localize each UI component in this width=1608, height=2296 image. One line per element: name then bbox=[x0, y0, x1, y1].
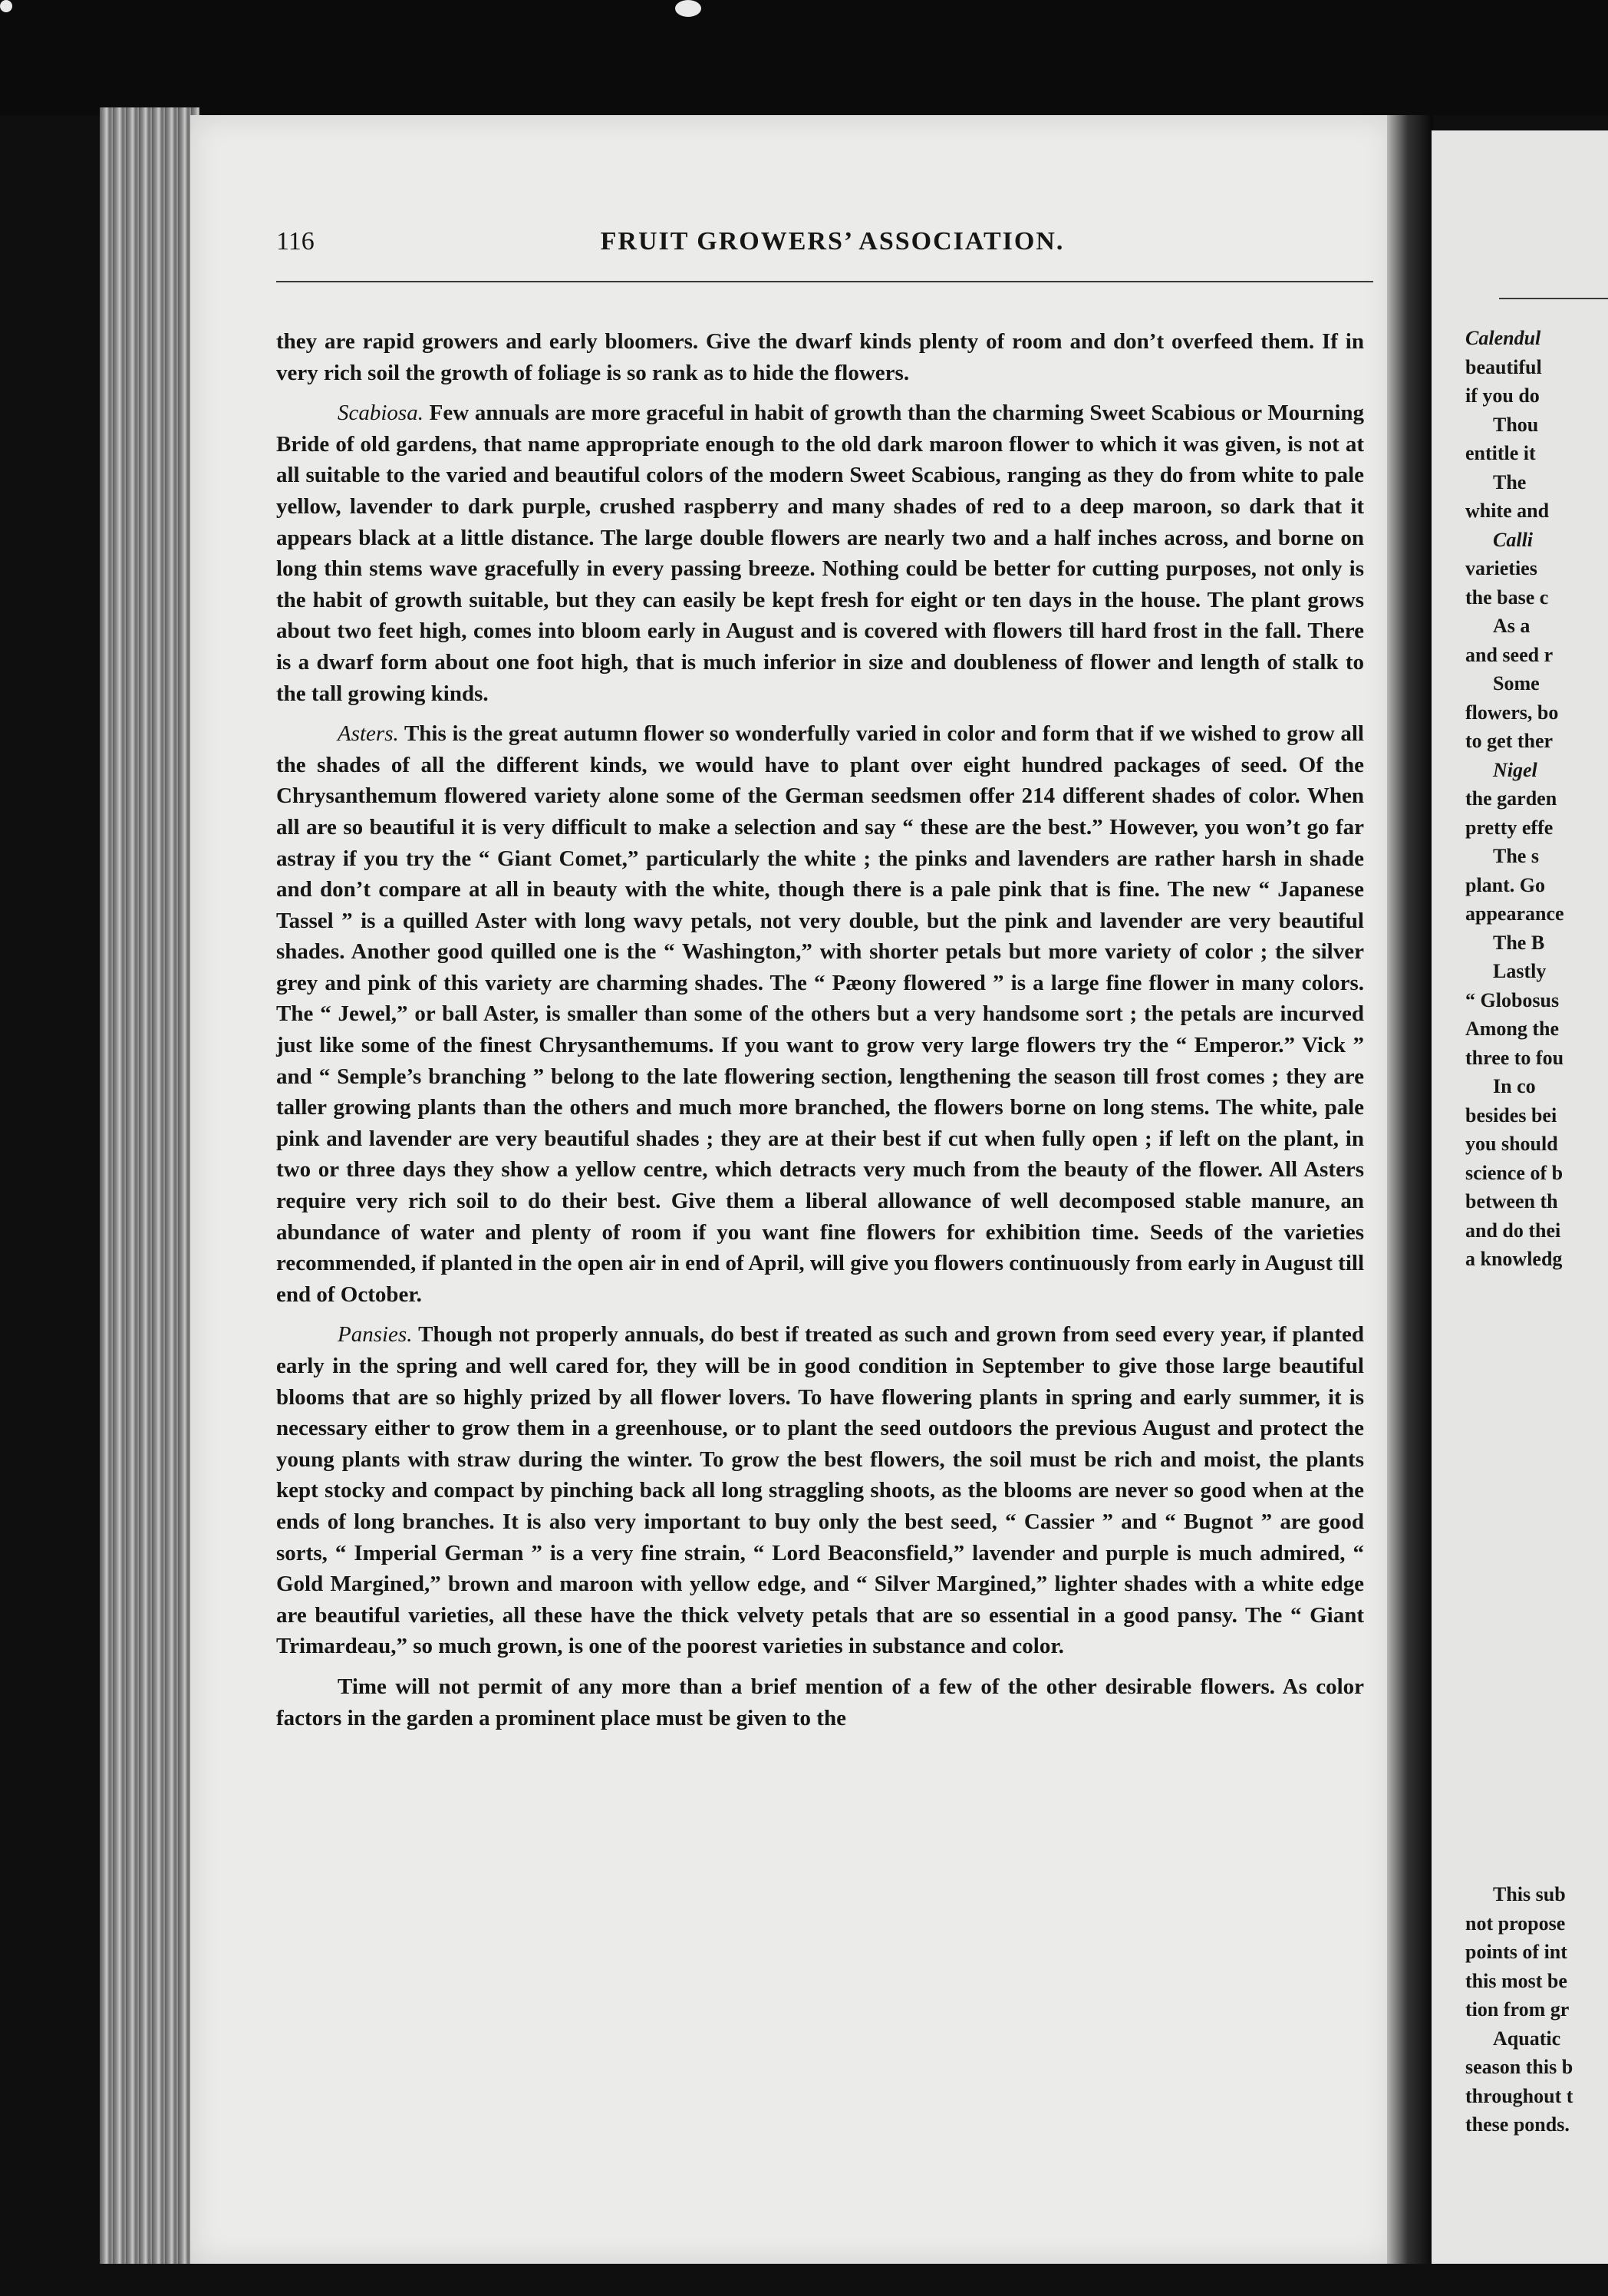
right-page-upper-text bbox=[1465, 324, 1608, 1274]
paragraph-text: Though not properly annuals, do best if treated as such and grown from seed every year, if planted early in the spring and well cared for, they will be in good condition in September to give those large beautiful blooms that are so highly prized by all flower lovers. To have flowering plants in spring and early summer, it is necessary either to grow them in a greenhouse, or to plant the seed outdoors the previous August and protect the young plants with straw during the winter. To grow the best flowers, the soil must be rich and moist, the plants kept stocky and compact by pinching back all long straggling shoots, as the blooms are never so good when at the ends of long branches. It is also very important to buy only the best seed, “ Cassier ” and “ Bugnot ” are good sorts, “ Imperial German ” is a very fine strain, “ Lord Beaconsfield,” lavender and purple is much admired, “ Gold Margined,” brown and maroon with yellow edge, and “ Silver Margined,” lighter shades with a white edge are beautiful varieties, all these have the thick velvety petals that are so essential in a good pansy. The “ Giant Trimardeau,” so much grown, is one of the poorest varieties in substance and color. bbox=[276, 1322, 1365, 1659]
paragraph-asters bbox=[276, 718, 1364, 1310]
text-line: the garden bbox=[1465, 787, 1557, 810]
text-line: Among the bbox=[1465, 1018, 1560, 1040]
text-line: the base c bbox=[1465, 586, 1549, 609]
paragraph-text: Time will not permit of any more than a brief mention of a few of the other desirable flowers. As color factors in the garden a prominent place must be given to the bbox=[276, 1674, 1364, 1730]
text-line: science of b bbox=[1465, 1161, 1564, 1184]
paragraph-text: This is the great autumn flower so wonderfully varied in color and form that if we wished to grow all the shades of all the different kinds, we would have to plant over eight hundred packages of seed. Of the Chrysanthemum flowered variety alone some of the German seedsmen offer 214 different shades of color. When all are so beautiful it is very difficult to make a selection and say “ these are the best.” However, you won’t go far astray if you try the “ Giant Comet,” particularly the white ; the pinks and lavenders are rather harsh in shade and don’t compare at all in beauty with the white, though there is a pale pink that is fine. The new “ Japanese Tassel ” is a quilled Aster with long wavy petals, not very double, but the pink and lavender are very beautiful shades. Another good quilled one is the “ Washington,” with shorter petals but more variety of color ; the silver grey and pink of this variety are charming shades. The “ Pæony flowered ” is a large fine flower in many colors. The “ Jewel,” or ball Aster, is smaller than some of the others but a very handsome sort ; the petals are incurved just like some of the finest Chrysanthemums. If you want to grow very large flowers try the “ Emperor.” Vick ” and “ Semple’s branching ” belong to the late flowering section, lengthening the season till frost comes ; they are taller growing plants than the others and much more branched, the flowers borne on long stems. The white, pale pink and lavender are very beautiful shades ; they are at their best if cut when fully open ; if left on the plant, in two or three days they show a yellow centre, which detracts very much from the beauty of the flower. All Asters require very rich soil to do their best. Give them a liberal allowance of well decomposed stable manure, an abundance of water and plenty of room if you want fine flowers for exhibition time. Seeds of the varieties recommended, if planted in the open air in end of April, will give you flowers continuously from early in August till end of October. bbox=[276, 721, 1364, 1307]
text-line: Nigel bbox=[1493, 758, 1537, 781]
page-number: 116 bbox=[276, 227, 315, 256]
text-line: The bbox=[1493, 470, 1527, 493]
text-line: Calli bbox=[1493, 528, 1534, 551]
right-page-rule bbox=[1499, 298, 1608, 299]
paragraph-scabiosa bbox=[276, 398, 1364, 709]
text-line: not propose bbox=[1465, 1912, 1566, 1935]
paragraph-text: they are rapid growers and early bloomers. Give the dwarf kinds plenty of room and don’t overfeed them. If in very rich soil the growth of foliage is so rank as to hide the flowers. bbox=[276, 329, 1364, 385]
scan-speck bbox=[675, 0, 701, 17]
text-line: beautiful bbox=[1465, 355, 1542, 378]
text-line: and seed r bbox=[1465, 643, 1554, 666]
left-page bbox=[190, 115, 1393, 2264]
text-line: appearance bbox=[1465, 902, 1564, 925]
scan-speck bbox=[0, 0, 12, 12]
text-line: Lastly bbox=[1493, 960, 1547, 982]
text-line: This sub bbox=[1493, 1883, 1566, 1905]
text-line: Aquatic bbox=[1493, 2027, 1561, 2050]
body-text bbox=[276, 326, 1364, 1743]
text-line: besides bei bbox=[1465, 1103, 1557, 1127]
text-line: these ponds. bbox=[1465, 2113, 1570, 2136]
text-line: pretty effe bbox=[1465, 816, 1554, 839]
paragraph-closing bbox=[276, 1671, 1364, 1734]
text-line: a knowledg bbox=[1465, 1248, 1563, 1270]
text-line: Thou bbox=[1493, 413, 1539, 436]
text-line: throughout t bbox=[1465, 2084, 1573, 2107]
text-line: points of int bbox=[1465, 1941, 1567, 1963]
text-line: white and bbox=[1465, 500, 1550, 522]
text-line: “ Globosus bbox=[1465, 988, 1560, 1011]
text-line: you should bbox=[1465, 1133, 1558, 1155]
text-line: In co bbox=[1493, 1075, 1536, 1097]
book-page-edges bbox=[100, 107, 199, 2264]
text-line: to get ther bbox=[1465, 730, 1554, 752]
text-line: three to fou bbox=[1465, 1046, 1564, 1069]
text-line: between th bbox=[1465, 1190, 1558, 1212]
paragraph-continued bbox=[276, 326, 1364, 388]
text-line: season this b bbox=[1465, 2056, 1573, 2078]
text-line: flowers, bo bbox=[1465, 701, 1559, 724]
paragraph-term: Scabiosa. bbox=[338, 401, 423, 426]
paragraph-text: Few annuals are more graceful in habit of growth than the charming Sweet Scabious or Mourning Bride of old gardens, that name appropriate enough to the old dark maroon flower to which it was given, is not at all suitable to the varied and beautiful colors of the modern Sweet Scabious, ranging as they do from white to pale yellow, lavender to dark purple, crushed raspberry and many shades of red to a deep maroon, so dark that it appears black at a little distance. The large double flowers are nearly two and a half inches across, and borne on long thin stems wave gracefully in every passing breeze. Nothing could be better for cutting purposes, not only is the habit of growth suitable, but they can easily be kept fresh for eight or ten days in the house. The plant grows about two feet high, comes into bloom early in August and is covered with flowers till hard frost in the fall. There is a dwarf form about one foot high, that is much inferior in size and doubleness of flower and length of stalk to the tall growing kinds. bbox=[276, 401, 1365, 706]
text-line: tion from gr bbox=[1465, 1998, 1570, 2021]
right-page-lower-text bbox=[1465, 1880, 1608, 2139]
paragraph-pansies bbox=[276, 1319, 1364, 1662]
text-line: and do thei bbox=[1465, 1219, 1561, 1242]
book-gutter bbox=[1387, 115, 1433, 2264]
text-line: varieties bbox=[1465, 557, 1537, 579]
paragraph-term: Pansies. bbox=[338, 1322, 413, 1348]
text-line: The B bbox=[1493, 931, 1545, 954]
text-line: The s bbox=[1493, 845, 1539, 867]
header-rule bbox=[276, 281, 1373, 282]
right-page-partial bbox=[1432, 130, 1608, 2264]
text-line: this most be bbox=[1465, 1969, 1567, 1992]
paragraph-term: Asters. bbox=[338, 721, 399, 747]
text-line: plant. Go bbox=[1465, 873, 1546, 896]
text-line: As a bbox=[1493, 615, 1531, 637]
text-line: Some bbox=[1493, 672, 1540, 694]
running-head bbox=[276, 227, 1373, 267]
running-header-title: FRUIT GROWERS’ ASSOCIATION. bbox=[600, 227, 1065, 256]
scan-background bbox=[0, 0, 1608, 115]
text-line: if you do bbox=[1465, 384, 1540, 407]
text-line: entitle it bbox=[1465, 442, 1536, 464]
text-line: Calendul bbox=[1465, 327, 1541, 349]
